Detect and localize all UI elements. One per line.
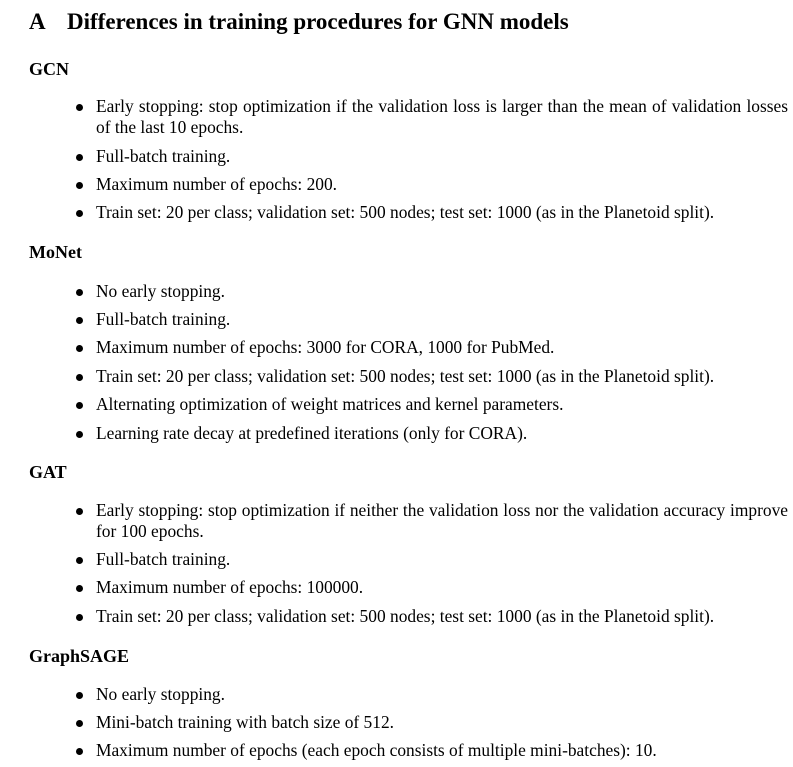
bullet-icon <box>76 104 83 111</box>
list-item <box>76 606 788 627</box>
bullet-icon <box>76 345 83 352</box>
list-item-text: Maximum number of epochs: 200. <box>96 174 338 194</box>
list-item <box>76 549 788 570</box>
list-item <box>76 684 788 705</box>
bullet-icon <box>76 289 83 296</box>
bullet-icon <box>76 692 83 699</box>
list-item-text: Full-batch training. <box>96 309 231 329</box>
list-item-text: No early stopping. <box>96 684 225 704</box>
bullet-icon <box>76 182 83 189</box>
list-item-text: Early stopping: stop optimization if the validation loss is larger than the mean of validation losses of the last 10 epochs. <box>96 96 788 137</box>
list-item <box>76 96 788 138</box>
list-item <box>76 423 788 444</box>
bullet-icon <box>76 374 83 381</box>
list-item <box>76 712 788 733</box>
bullet-icon <box>76 508 83 515</box>
section-title: Differences in training procedures for GNN models <box>67 9 569 34</box>
list-item <box>76 500 788 542</box>
bullet-icon <box>76 720 83 727</box>
list-item <box>76 366 788 387</box>
list-item-text: Full-batch training. <box>96 549 231 569</box>
list-item <box>76 394 788 415</box>
list-item-text: Mini-batch training with batch size of 512. <box>96 712 394 732</box>
list-item <box>76 174 788 195</box>
section-number: A <box>29 9 46 34</box>
list-item-text: Alternating optimization of weight matrices and kernel parameters. <box>96 394 564 414</box>
list-item-text: Train set: 20 per class; validation set: 500 nodes; test set: 1000 (as in the Planetoid split). <box>96 366 715 386</box>
list-item-text: Full-batch training. <box>96 146 231 166</box>
bullet-icon <box>76 317 83 324</box>
list-item-text: Learning rate decay at predefined iterations (only for CORA). <box>96 423 528 443</box>
bullet-icon <box>76 748 83 755</box>
subsection-heading-gat: GAT <box>29 462 67 482</box>
list-item-text: Early stopping: stop optimization if neither the validation loss nor the validation accuracy improve for 100 epochs. <box>96 500 788 541</box>
list-item <box>76 577 788 598</box>
bullet-icon <box>76 431 83 438</box>
bullet-icon <box>76 402 83 409</box>
bullet-icon <box>76 614 83 621</box>
list-item <box>76 740 788 761</box>
list-item-text: No early stopping. <box>96 281 225 301</box>
list-item <box>76 146 788 167</box>
list-item <box>76 202 788 223</box>
bullet-icon <box>76 585 83 592</box>
bullet-icon <box>76 557 83 564</box>
list-item <box>76 337 788 358</box>
list-item-text: Maximum number of epochs: 100000. <box>96 577 364 597</box>
subsection-heading-gcn: GCN <box>29 59 69 79</box>
bullet-icon <box>76 154 83 161</box>
list-item-text: Maximum number of epochs: 3000 for CORA, 1000 for PubMed. <box>96 337 555 357</box>
list-item <box>76 281 788 302</box>
list-item <box>76 309 788 330</box>
bullet-icon <box>76 210 83 217</box>
list-item-text: Train set: 20 per class; validation set: 500 nodes; test set: 1000 (as in the Planetoid split). <box>96 202 715 222</box>
list-item-text: Maximum number of epochs (each epoch consists of multiple mini-batches): 10. <box>96 740 657 760</box>
list-item-text: Train set: 20 per class; validation set: 500 nodes; test set: 1000 (as in the Planetoid split). <box>96 606 715 626</box>
section-heading <box>29 8 569 36</box>
subsection-heading-graphsage: GraphSAGE <box>29 646 130 666</box>
subsection-heading-monet: MoNet <box>29 242 82 262</box>
